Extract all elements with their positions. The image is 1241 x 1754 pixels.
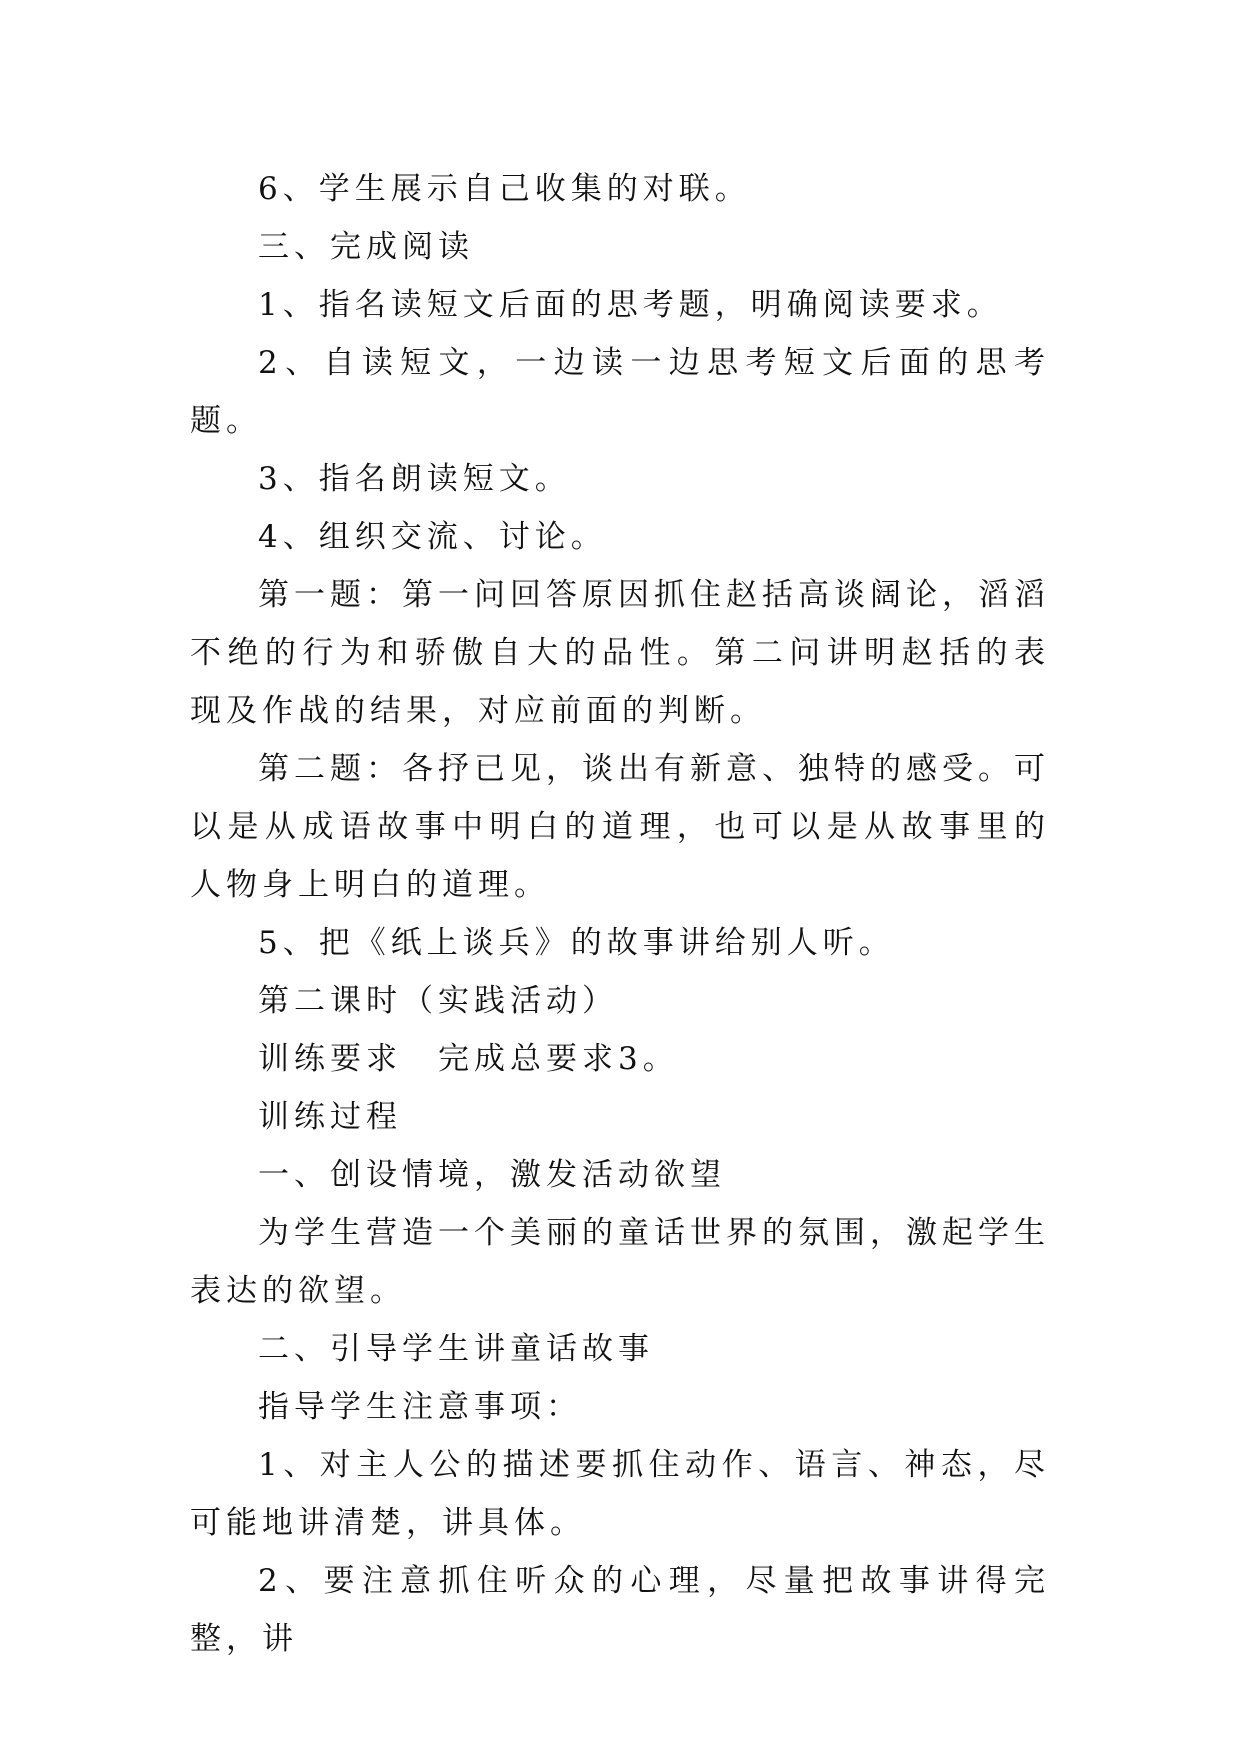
section-heading: 第二课时（实践活动） bbox=[258, 983, 618, 1019]
paragraph: 1、对主人公的描述要抓住动作、语言、神态，尽可能地讲清楚，讲具体。 bbox=[190, 1447, 1050, 1541]
paragraph: 4、组织交流、讨论。 bbox=[258, 519, 607, 555]
paragraph: 5、把《纸上谈兵》的故事讲给别人听。 bbox=[258, 925, 895, 961]
paragraph: 6、学生展示自己收集的对联。 bbox=[258, 171, 751, 207]
paragraph: 为学生营造一个美丽的童话世界的氛围，激起学生表达的欲望。 bbox=[190, 1215, 1050, 1309]
paragraph: 第二题：各抒已见，谈出有新意、独特的感受。可以是从成语故事中明白的道理，也可以是从故事里的人物身上明白的道理。 bbox=[190, 751, 1050, 903]
paragraph: 指导学生注意事项： bbox=[258, 1389, 582, 1425]
paragraph: 2、自读短文，一边读一边思考短文后面的思考题。 bbox=[190, 345, 1050, 439]
paragraph: 3、指名朗读短文。 bbox=[258, 461, 571, 497]
section-heading: 一、创设情境，激发活动欲望 bbox=[258, 1157, 726, 1193]
paragraph: 1、指名读短文后面的思考题，明确阅读要求。 bbox=[258, 287, 1003, 323]
section-heading: 三、完成阅读 bbox=[258, 229, 474, 265]
paragraph: 第一题：第一问回答原因抓住赵括高谈阔论，滔滔不绝的行为和骄傲自大的品性。第二问讲明赵括的表现及作战的结果，对应前面的判断。 bbox=[190, 577, 1050, 729]
paragraph: 2、要注意抓住听众的心理，尽量把故事讲得完整，讲 bbox=[190, 1563, 1050, 1657]
section-heading: 训练过程 bbox=[258, 1099, 402, 1135]
section-heading: 二、引导学生讲童话故事 bbox=[258, 1331, 654, 1367]
document-body bbox=[190, 160, 1050, 1668]
paragraph: 训练要求 完成总要求3。 bbox=[258, 1041, 679, 1077]
